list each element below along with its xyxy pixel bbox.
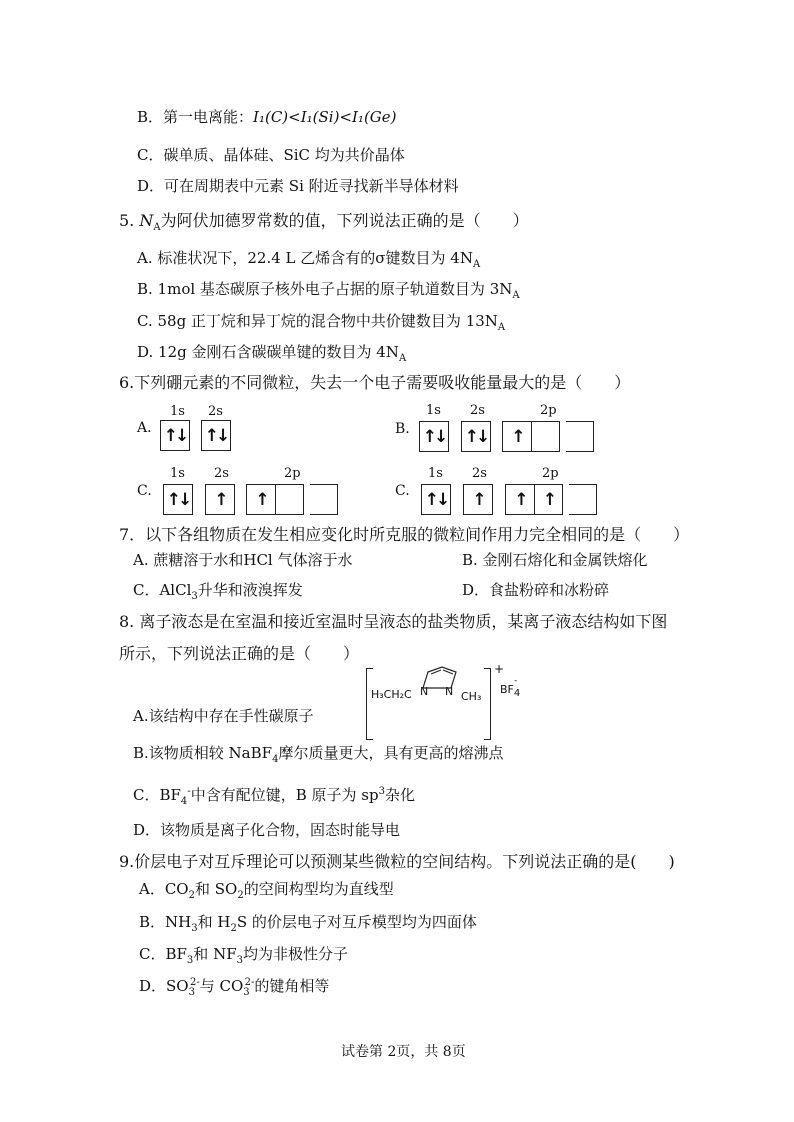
q9-option-c-sub2: 3 [236, 955, 243, 966]
q9-option-d-sup2: 2- [244, 977, 255, 988]
q8-option-b-pre: B.该物质相较 NaBF [133, 744, 273, 762]
q9-option-b-sub1: 3 [191, 923, 198, 934]
q4-option-d: D．可在周期表中元素 Si 附近寻找新半导体材料 [137, 177, 459, 195]
q7-option-c-pre: C．AlCl [133, 581, 192, 599]
q5-option-c-sub: A [497, 322, 506, 333]
q9-option-d-sup1: 2- [189, 977, 200, 988]
q8-option-c-pre: C．BF [133, 786, 181, 804]
q4-option-b [137, 107, 397, 127]
q6-stem: 6.下列硼元素的不同微粒，失去一个电子需要吸收能量最大的是（ ） [119, 373, 631, 392]
q8-stem-line1: 8. 离子液态是在室温和接近室温时呈液态的盐类物质，某离子液态结构如下图 [119, 612, 668, 631]
q8-option-c-sup2: 3 [378, 786, 385, 797]
q8-option-c-sup: - [187, 786, 191, 797]
q9-option-b [139, 912, 477, 932]
q5-option-c [137, 311, 505, 331]
q9-option-c [139, 944, 348, 964]
q9-option-c-post: 均为非极性分子 [242, 945, 348, 963]
q9-option-a [139, 879, 394, 899]
q8-option-c-post: 杂化 [384, 786, 415, 804]
q4-option-b-formula: I₁(C)<I₁(Si)<I₁(Ge) [253, 108, 397, 126]
q6-d-2p-box1: ↑ [505, 484, 535, 515]
q9-option-d [139, 976, 329, 996]
q5-option-c-text: C. 58g 正丁烷和异丁烷的混合物中共价键数目为 13N [137, 312, 498, 330]
q8-struct-anion-sup: - [514, 676, 518, 686]
q9-option-a-sub2: 2 [237, 890, 244, 901]
q6-c-2p-box1: ↑ [246, 484, 276, 515]
q6-c-1s-label: 1s [170, 466, 185, 481]
q9-option-d-sub2: 3 [243, 987, 250, 998]
q9-option-d-pre: D．SO [139, 977, 189, 995]
q4-option-c: C．碳单质、晶体硅、SiC 均为共价晶体 [137, 146, 405, 164]
q6-c-2s-label: 2s [214, 466, 229, 481]
q6-c-2p-label: 2p [284, 466, 301, 481]
q7-option-c-sub: 3 [191, 591, 198, 602]
q8-option-b [133, 743, 503, 763]
page-footer: 试卷第 2页，共 8页 [341, 1044, 466, 1060]
q8-struct-ethyl: H₃CH₂C [371, 688, 412, 701]
q9-option-b-mid: 和 H [197, 913, 231, 931]
q6-b-2p-label: 2p [540, 403, 557, 418]
q6-a-2s-box: ↑↓ [201, 420, 231, 451]
q5-option-b-text: B. 1mol 基态碳原子核外电子占据的原子轨道数目为 3N [137, 280, 513, 298]
q5-option-d-text: D. 12g 金刚石含碳碳单键的数目为 4N [137, 343, 399, 361]
q8-struct-anion-sub: 4 [513, 688, 521, 700]
q5-option-a [137, 248, 480, 268]
q9-option-a-mid: 和 SO [194, 880, 238, 898]
q6-c-2p-box2 [276, 484, 304, 515]
q8-bracket-left [366, 668, 373, 740]
q8-option-c [133, 785, 415, 805]
q8-option-b-sub: 4 [272, 754, 279, 765]
q8-option-d: D．该物质是离子化合物，固态时能导电 [133, 821, 401, 839]
q9-option-b-post: S 的价层电子对互斥模型均为四面体 [236, 913, 477, 931]
q9-option-a-post: 的空间构型均为直线型 [243, 880, 394, 898]
q9-option-a-sub1: 2 [188, 890, 195, 901]
q7-option-a: A. 蔗糖溶于水和HCl 气体溶于水 [133, 551, 353, 569]
q5-option-a-sub: A [472, 259, 481, 270]
q8-struct-anion-text: BF [500, 683, 514, 696]
q6-option-a-letter: A. [137, 420, 152, 436]
q8-option-a: A.该结构中存在手性碳原子 [133, 707, 314, 725]
q8-struct-n2: N [445, 685, 454, 698]
q6-c-2p-box3 [310, 484, 338, 515]
q6-b-1s-box: ↑↓ [419, 421, 449, 452]
q5-stem-text: 为阿伏加德罗常数的值，下列说法正确的是（ ） [160, 211, 529, 230]
q7-option-c-post: 升华和液溴挥发 [197, 581, 303, 599]
q6-option-c-letter: C. [137, 483, 152, 499]
q6-a-2s-label: 2s [208, 404, 223, 419]
q8-option-b-post: 摩尔质量更大，具有更高的熔沸点 [278, 744, 504, 762]
q6-d-1s-box: ↑↓ [421, 484, 451, 515]
q9-option-a-pre: A．CO [139, 880, 189, 898]
q8-option-c-mid: 中含有配位键，B 原子为 sp [190, 786, 379, 804]
q6-c-2s-box: ↑ [205, 484, 235, 515]
q9-stem: 9.价层电子对互斥理论可以预测某些微粒的空间结构。下列说法正确的是( ) [119, 852, 675, 871]
q9-option-b-sub2: 2 [230, 923, 237, 934]
q8-struct-n1: N [420, 685, 429, 698]
q4-option-b-prefix: B．第一电离能： [137, 108, 254, 126]
q6-b-2p-box3 [566, 421, 594, 452]
q5-option-b [137, 279, 520, 299]
q6-d-2s-box: ↑ [463, 484, 493, 515]
q5-option-a-text: A. 标准状况下，22.4 L 乙烯含有的σ键数目为 4N [137, 249, 473, 267]
q9-option-c-pre: C．BF [139, 945, 187, 963]
q6-option-b-letter: B. [395, 421, 410, 437]
q6-b-2s-label: 2s [470, 403, 485, 418]
q6-a-1s-label: 1s [170, 404, 185, 419]
q6-d-2s-label: 2s [472, 466, 487, 481]
q5-symbol: N [139, 211, 154, 230]
q6-b-1s-label: 1s [426, 403, 441, 418]
q6-a-1s-box: ↑↓ [160, 420, 190, 451]
q5-number: 5. [119, 211, 140, 230]
q6-b-2p-box1: ↑ [502, 421, 532, 452]
q7-option-b: B. 金刚石熔化和金属铁熔化 [462, 551, 648, 569]
q8-option-c-sub: 4 [180, 796, 188, 807]
q5-option-d [137, 342, 406, 362]
q9-option-d-post: 的键角相等 [254, 977, 330, 995]
q6-d-1s-label: 1s [428, 466, 443, 481]
q5-symbol-sub: A [153, 222, 161, 234]
q5-stem [119, 211, 529, 234]
q7-option-c [133, 580, 303, 600]
q5-option-d-sub: A [398, 353, 407, 364]
q6-b-2s-box: ↑↓ [461, 421, 491, 452]
q9-option-b-pre: B．NH [139, 913, 192, 931]
q8-struct-charge: + [494, 662, 505, 676]
q6-d-2p-label: 2p [542, 466, 559, 481]
q6-c-1s-box: ↑↓ [163, 484, 193, 515]
q6-b-2p-box2 [532, 421, 560, 452]
q7-option-d: D．食盐粉碎和冰粉碎 [462, 581, 610, 599]
q6-d-2p-box2: ↑ [535, 484, 563, 515]
q8-bracket-right [484, 668, 491, 740]
q9-option-d-sub1: 3 [188, 987, 195, 998]
q9-option-c-sub1: 3 [186, 955, 194, 966]
q8-struct-methyl: CH₃ [461, 690, 482, 703]
q8-stem-line2: 所示，下列说法正确的是（ ） [119, 644, 360, 663]
q6-d-2p-box3 [569, 484, 597, 515]
q7-stem: 7．以下各组物质在发生相应变化时所克服的微粒间作用力完全相同的是（ ） [119, 525, 690, 544]
q9-option-d-mid: 与 CO [199, 977, 244, 995]
q8-imidazolium-ring [412, 664, 472, 704]
q9-option-c-mid: 和 NF [193, 945, 237, 963]
q5-option-b-sub: A [512, 290, 520, 301]
q6-option-d-letter: C. [395, 483, 410, 499]
